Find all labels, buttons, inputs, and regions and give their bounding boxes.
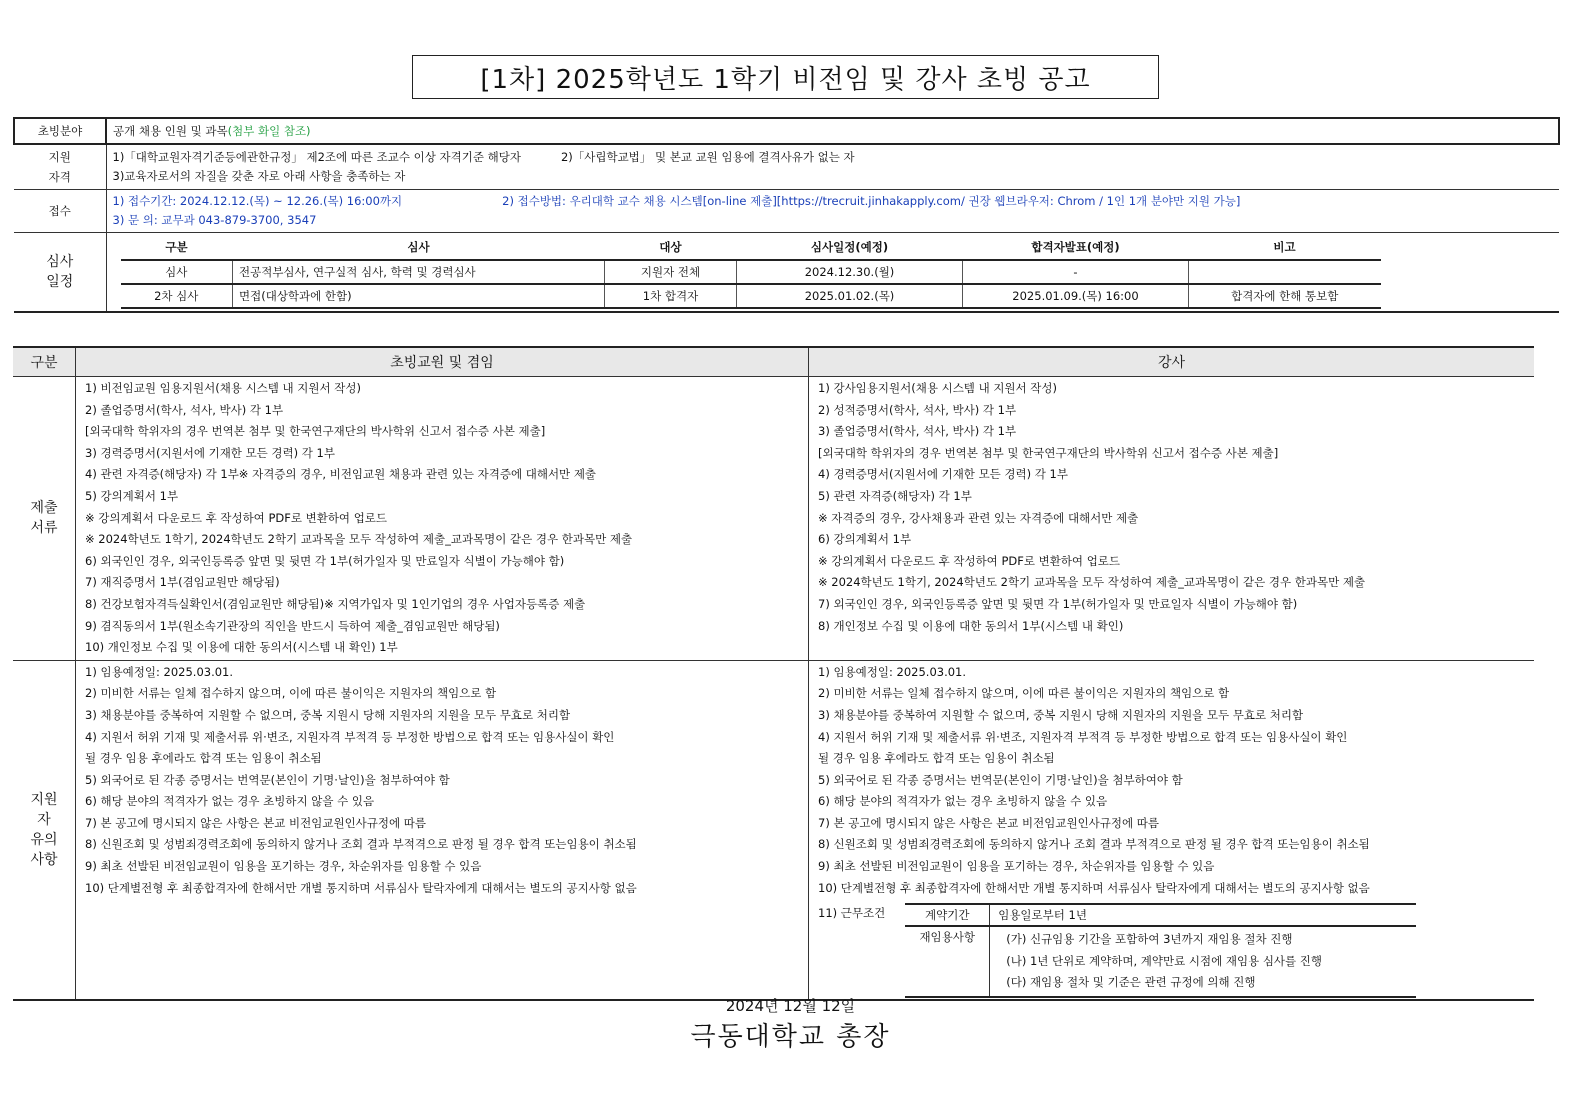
list-item: 4) 지원서 허위 기재 및 제출서류 위·변조, 지원자격 부적격 등 부정한 방법으로 합격 또는 임용사실이 확인 [818,729,1348,744]
list-item: 10) 단계별전형 후 최종합격자에 한해서만 개별 통지하며 서류심사 탈락자에게 대해서는 별도의 공지사항 없음 [85,880,637,895]
list-item: (가) 신규임용 기간을 포함하여 3년까지 재임용 절차 진행 [1006,932,1293,947]
sched-cell: 2025.01.09.(목) 16:00 [963,284,1189,308]
list-item: 5) 강의계획서 1부 [85,488,179,503]
list-item: [외국대학 학위자의 경우 번역본 첨부 및 한국연구재단의 박사학위 신고서 접수증 사본 제출] [818,445,1279,460]
sched-row [121,260,1381,284]
notes-label: 지원 자 유의 사항 [13,660,76,1000]
sched-header-4: 합격자발표(예정) [963,235,1189,260]
schedule-label: 심사 일정 [14,233,106,313]
list-item: 6) 해당 분야의 적격자가 없는 경우 초빙하지 않을 수 있음 [85,794,375,809]
info-table [13,117,1560,313]
list-item: 될 경우 임용 후에라도 합격 또는 임용이 취소됨 [818,751,1055,766]
list-item: 7) 본 공고에 명시되지 않은 사항은 본교 비전임교원인사규정에 따름 [85,815,426,830]
docs-section [13,377,1534,661]
field-text: 공개 채용 인원 및 과목 [113,123,228,138]
field-row [14,118,1559,144]
list-item: 1) 임용예정일: 2025.03.01. [818,664,967,679]
main-table [13,346,1534,1001]
list-item: 4) 경력증명서(지원서에 기재한 모든 경력) 각 1부 [818,467,1068,482]
schedule-row [14,233,1559,313]
list-item: 3) 졸업증명서(학사, 석사, 박사) 각 1부 [818,424,1017,439]
list-item: 8) 신원조회 및 성범죄경력조회에 동의하지 않거나 조회 결과 부적격으로 판정 될 경우 합격 또는임용이 취소됨 [85,837,637,852]
sched-header-3: 심사일정(예정) [737,235,963,260]
list-item: 될 경우 임용 후에라도 합격 또는 임용이 취소됨 [85,751,322,766]
sched-row [121,284,1381,308]
sched-header-0: 구분 [121,235,233,260]
sched-cell: - [963,260,1189,284]
list-item: 1) 비전임교원 임용지원서(채용 시스템 내 지원서 작성) [85,381,361,395]
page-title: [1차] 2025학년도 1학기 비전임 및 강사 초빙 공고 [412,55,1159,99]
schedule-table [121,235,1381,309]
field-note: (첨부 화일 참조) [227,123,311,138]
list-item: 7) 본 공고에 명시되지 않은 사항은 본교 비전임교원인사규정에 따름 [818,815,1159,830]
main-header-faculty: 초빙교원 및 겸임 [76,347,809,377]
list-item: 9) 최초 선발된 비전임교원이 임용을 포기하는 경우, 차순위자를 임용할 수 있음 [85,859,482,874]
sched-cell: 면접(대상학과에 한함) [233,284,605,308]
main-header-lecturer: 강사 [809,347,1535,377]
sched-cell: 심사 [121,260,233,284]
list-item: 2) 졸업증명서(학사, 석사, 박사) 각 1부 [85,402,284,417]
list-item: 1) 강사임용지원서(채용 시스템 내 지원서 작성) [818,381,1058,395]
list-item: 6) 외국인인 경우, 외국인등록증 앞면 및 뒷면 각 1부(허가일자 및 만료일자 식별이 가능해야 함) [85,553,565,568]
list-item: ※ 2024학년도 1학기, 2024학년도 2학기 교과목을 모두 작성하여 제출_교과목명이 같은 경우 한과목만 제출 [85,532,633,547]
contract-key: 계약기간 [905,904,990,926]
list-item: 5) 관련 자격증(해당자) 각 1부 [818,488,972,503]
list-item: 5) 외국어로 된 각종 증명서는 번역문(본인이 기명·날인)을 첨부하여야 함 [818,772,1183,787]
list-item: 3) 채용분야를 중복하여 지원할 수 없으며, 중복 지원시 당해 지원자의 지원을 모두 무효로 처리함 [818,707,1304,722]
docs-right [809,377,1535,661]
sched-header-1: 심사 [233,235,605,260]
sched-cell: 2025.01.02.(목) [737,284,963,308]
notes-right [809,660,1535,1000]
list-item: 3) 경력증명서(지원서에 기재한 모든 경력) 각 1부 [85,445,335,460]
qual-line1b: 2)「사립학교법」 및 본교 교원 임용에 결격사유가 없는 자 [560,150,855,164]
recv-line1a: 1) 접수기간: 2024.12.12.(목) ~ 12.26.(목) 16:00까지 [112,194,403,208]
sched-header-5: 비고 [1189,235,1381,260]
list-item: (다) 재임용 절차 및 기준은 관련 규정에 의해 진행 [1006,975,1256,990]
main-header-category: 구분 [13,347,76,377]
list-item: ※ 자격증의 경우, 강사채용과 관련 있는 자격증에 대해서만 제출 [818,510,1139,525]
list-item: ※ 강의계획서 다운로드 후 작성하여 PDF로 변환하여 업로드 [818,553,1121,568]
list-item: 8) 개인정보 수집 및 이용에 대한 동의서 1부(시스템 내 확인) [818,618,1124,633]
field-label: 초빙분야 [14,118,106,144]
list-item: ※ 2024학년도 1학기, 2024학년도 2학기 교과목을 모두 작성하여 제출_교과목명이 같은 경우 한과목만 제출 [818,575,1366,590]
list-item: (나) 1년 단위로 계약하며, 계약만료 시점에 재임용 심사를 진행 [1006,953,1323,968]
sched-cell: 지원자 전체 [605,260,737,284]
list-item: 3) 채용분야를 중복하여 지원할 수 없으며, 중복 지원시 당해 지원자의 지원을 모두 무효로 처리함 [85,707,571,722]
list-item: 2) 성적증명서(학사, 석사, 박사) 각 1부 [818,402,1017,417]
list-item: 4) 지원서 허위 기재 및 제출서류 위·변조, 지원자격 부적격 등 부정한 방법으로 합격 또는 임용사실이 확인 [85,729,615,744]
sched-cell [1189,260,1381,284]
list-item: 6) 강의계획서 1부 [818,532,912,547]
qual-label: 지원 자격 [14,144,106,190]
work-conditions [810,903,1533,998]
list-item: 2) 미비한 서류는 일체 접수하지 않으며, 이에 따른 불이익은 지원자의 책임으로 함 [818,686,1230,701]
notes-left [76,660,809,1000]
list-item: 10) 단계별전형 후 최종합격자에 한해서만 개별 통지하며 서류심사 탈락자에게 대해서는 별도의 공지사항 없음 [818,880,1370,895]
recv-row [14,190,1559,233]
list-item: [외국대학 학위자의 경우 번역본 첨부 및 한국연구재단의 박사학위 신고서 접수증 사본 제출] [85,424,546,439]
docs-left [76,377,809,661]
list-item: 5) 외국어로 된 각종 증명서는 번역문(본인이 기명·날인)을 첨부하여야 함 [85,772,450,787]
list-item: 9) 겸직동의서 1부(원소속기관장의 직인을 반드시 득하여 제출_겸임교원만 해당됨) [85,618,500,633]
recv-line1b: 2) 접수방법: 우리대학 교수 채용 시스템[on-line 제출][https://trecruit.jinhakapply.com/ 권장 웹브라우저: Chrom / 1인 1개 분야만 지원 가능] [502,194,1241,208]
conditions-table [905,903,1416,998]
sched-cell: 합격자에 한해 통보함 [1189,284,1381,308]
list-item: 10) 개인정보 수집 및 이용에 대한 동의서(시스템 내 확인) 1부 [85,640,398,655]
qual-line2: 3)교육자로서의 자질을 갖춘 자로 아래 사항을 충족하는 자 [112,169,406,183]
footer-signer: 극동대학교 총장 [690,1022,891,1052]
list-item: 8) 신원조회 및 성범죄경력조회에 동의하지 않거나 조회 결과 부적격으로 판정 될 경우 합격 또는임용이 취소됨 [818,837,1370,852]
sched-cell: 1차 합격자 [605,284,737,308]
sched-cell: 전공적부심사, 연구실적 심사, 학력 및 경력심사 [233,260,605,284]
contract-value: 임용일로부터 1년 [990,904,1417,926]
sched-cell: 2024.12.30.(월) [737,260,963,284]
recv-line2: 3) 문 의: 교무과 043-879-3700, 3547 [112,213,317,227]
list-item: 4) 관련 자격증(해당자) 각 1부※ 자격증의 경우, 비전임교원 채용과 관련 있는 자격증에 대해서만 제출 [85,467,597,482]
sched-header-2: 대상 [605,235,737,260]
reappoint-values [990,926,1417,997]
list-item: ※ 강의계획서 다운로드 후 작성하여 PDF로 변환하여 업로드 [85,510,388,525]
qual-line1a: 1)「대학교원자격기준등에관한규정」 제2조에 따른 조교수 이상 자격기준 해당자 [112,150,521,164]
list-item: 2) 미비한 서류는 일체 접수하지 않으며, 이에 따른 불이익은 지원자의 책임으로 함 [85,686,497,701]
docs-label: 제출 서류 [13,377,76,661]
work-conditions-label: 11) 근무조건 [818,906,886,921]
list-item: 7) 재직증명서 1부(겸임교원만 해당됨) [85,575,280,590]
list-item: 6) 해당 분야의 적격자가 없는 경우 초빙하지 않을 수 있음 [818,794,1108,809]
list-item: 7) 외국인인 경우, 외국인등록증 앞면 및 뒷면 각 1부(허가일자 및 만료일자 식별이 가능해야 함) [818,596,1298,611]
notes-section [13,660,1534,1000]
qual-row [14,144,1559,190]
reappoint-key: 재임용사항 [905,926,990,997]
recv-label: 접수 [14,190,106,233]
notes-right-list [810,662,1533,900]
footer-date: 2024년 12월 12일 [725,997,856,1015]
list-item: 8) 건강보험자격득실확인서(겸임교원만 해당됨)※ 지역가입자 및 1인기업의 경우 사업자등록증 제출 [85,596,586,611]
list-item: 1) 임용예정일: 2025.03.01. [85,664,234,679]
list-item: 9) 최초 선발된 비전임교원이 임용을 포기하는 경우, 차순위자를 임용할 수 있음 [818,859,1215,874]
sched-cell: 2차 심사 [121,284,233,308]
